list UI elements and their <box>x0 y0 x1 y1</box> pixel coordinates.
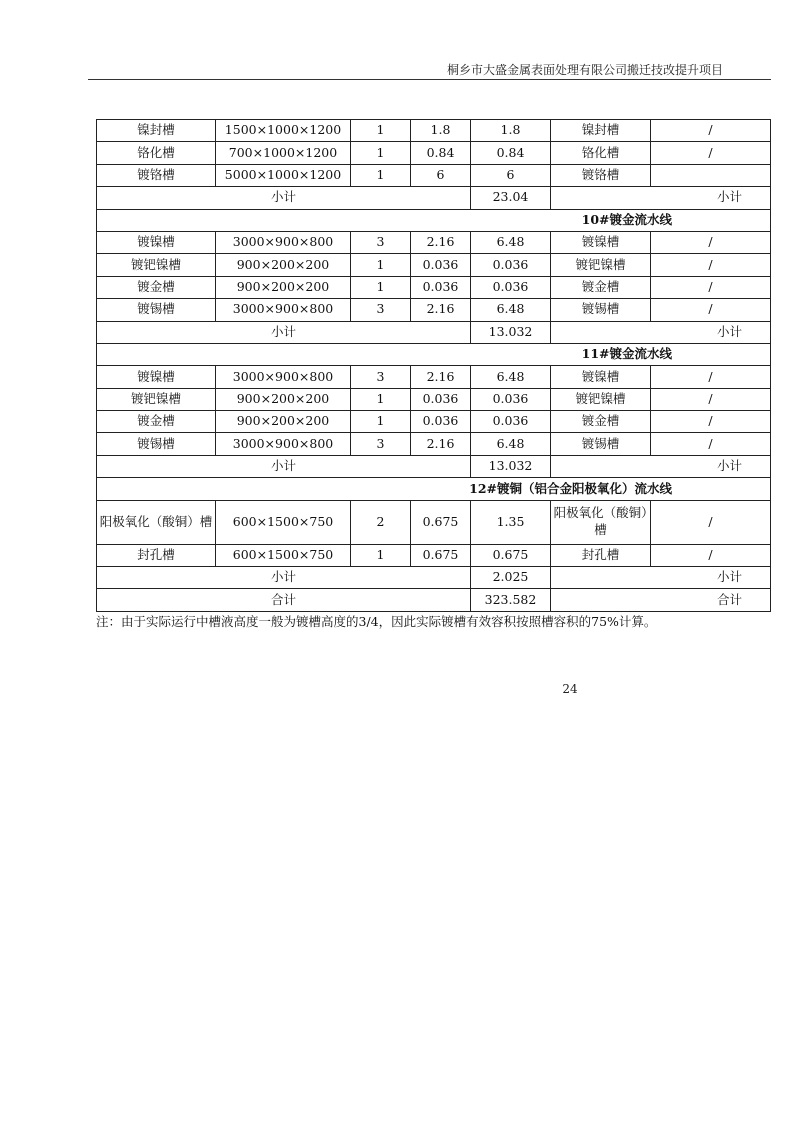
cell-name-2: 镀钯镍槽 <box>551 254 651 276</box>
cell-count: 2 <box>351 500 411 544</box>
section-title-12: 12#镀铜（铝合金阳极氧化）流水线 <box>97 478 771 500</box>
subtotal-value: 13.032 <box>471 321 551 343</box>
cell-total-volume: 0.036 <box>471 388 551 410</box>
cell-size: 3000×900×800 <box>216 231 351 253</box>
cell-remark: / <box>651 254 771 276</box>
cell-name: 镀钯镍槽 <box>97 388 216 410</box>
table-footnote: 注：由于实际运行中槽液高度一般为镀槽高度的3/4，因此实际镀槽有效容积按照槽容积的75%计算。 <box>96 614 657 629</box>
total-label: 合计 <box>97 589 471 611</box>
table-row <box>97 299 771 321</box>
cell-name: 镀锡槽 <box>97 299 216 321</box>
table-row <box>97 366 771 388</box>
cell-name-2: 镀金槽 <box>551 411 651 433</box>
cell-count: 3 <box>351 433 411 455</box>
cell-count: 1 <box>351 276 411 298</box>
cell-total-volume: 6.48 <box>471 433 551 455</box>
total-row <box>97 589 771 611</box>
subtotal-row <box>97 187 771 209</box>
cell-name: 镀镍槽 <box>97 231 216 253</box>
cell-name-2: 镀镍槽 <box>551 366 651 388</box>
table-row <box>97 254 771 276</box>
cell-total-volume: 0.036 <box>471 254 551 276</box>
cell-count: 1 <box>351 411 411 433</box>
subtotal-label: 小计 <box>97 567 471 589</box>
cell-unit-volume: 2.16 <box>411 231 471 253</box>
table-row <box>97 411 771 433</box>
table-row <box>97 120 771 142</box>
page-header-title: 桐乡市大盛金属表面处理有限公司搬迁技改提升项目 <box>446 63 723 77</box>
cell-size: 3000×900×800 <box>216 433 351 455</box>
cell-count: 1 <box>351 544 411 566</box>
section-header-row <box>97 343 771 365</box>
subtotal-label: 小计 <box>97 321 471 343</box>
cell-unit-volume: 2.16 <box>411 299 471 321</box>
cell-remark: / <box>651 500 771 544</box>
cell-unit-volume: 1.8 <box>411 120 471 142</box>
cell-name-2: 镀金槽 <box>551 276 651 298</box>
table-row <box>97 433 771 455</box>
cell-remark: / <box>651 276 771 298</box>
cell-name-2: 铬化槽 <box>551 142 651 164</box>
cell-unit-volume: 0.675 <box>411 500 471 544</box>
cell-remark: / <box>651 366 771 388</box>
cell-unit-volume: 2.16 <box>411 366 471 388</box>
cell-unit-volume: 0.036 <box>411 276 471 298</box>
cell-unit-volume: 0.036 <box>411 411 471 433</box>
section-title-11: 11#镀金流水线 <box>97 343 771 365</box>
cell-size: 900×200×200 <box>216 388 351 410</box>
cell-remark: / <box>651 120 771 142</box>
subtotal-right-label: 小计 <box>551 321 771 343</box>
cell-total-volume: 1.8 <box>471 120 551 142</box>
section-title-10: 10#镀金流水线 <box>97 209 771 231</box>
cell-count: 3 <box>351 231 411 253</box>
cell-name: 铬化槽 <box>97 142 216 164</box>
cell-size: 900×200×200 <box>216 411 351 433</box>
cell-total-volume: 6.48 <box>471 231 551 253</box>
subtotal-right-label: 小计 <box>551 187 771 209</box>
cell-unit-volume: 0.675 <box>411 544 471 566</box>
subtotal-row <box>97 455 771 477</box>
cell-name: 镀金槽 <box>97 276 216 298</box>
cell-total-volume: 1.35 <box>471 500 551 544</box>
cell-total-volume: 6.48 <box>471 366 551 388</box>
cell-name-2: 镀锡槽 <box>551 433 651 455</box>
cell-unit-volume: 0.84 <box>411 142 471 164</box>
cell-name: 封孔槽 <box>97 544 216 566</box>
cell-count: 1 <box>351 388 411 410</box>
subtotal-right-label: 小计 <box>551 455 771 477</box>
cell-total-volume: 0.036 <box>471 276 551 298</box>
cell-count: 1 <box>351 120 411 142</box>
cell-total-volume: 0.675 <box>471 544 551 566</box>
table-row <box>97 276 771 298</box>
cell-name: 镍封槽 <box>97 120 216 142</box>
subtotal-value: 2.025 <box>471 567 551 589</box>
cell-name-2: 阳极氧化（酸铜）槽 <box>551 500 651 544</box>
subtotal-value: 13.032 <box>471 455 551 477</box>
cell-count: 1 <box>351 164 411 186</box>
cell-remark: / <box>651 411 771 433</box>
cell-size: 900×200×200 <box>216 254 351 276</box>
cell-size: 600×1500×750 <box>216 500 351 544</box>
cell-total-volume: 0.036 <box>471 411 551 433</box>
cell-name: 镀锡槽 <box>97 433 216 455</box>
cell-remark: / <box>651 231 771 253</box>
cell-total-volume: 6 <box>471 164 551 186</box>
subtotal-right-label: 小计 <box>551 567 771 589</box>
table-row <box>97 500 771 544</box>
cell-name-2: 镀锡槽 <box>551 299 651 321</box>
cell-count: 3 <box>351 366 411 388</box>
section-header-row <box>97 209 771 231</box>
cell-remark <box>651 164 771 186</box>
subtotal-label: 小计 <box>97 455 471 477</box>
total-value: 323.582 <box>471 589 551 611</box>
subtotal-row <box>97 321 771 343</box>
cell-remark: / <box>651 388 771 410</box>
cell-name-2: 镀铬槽 <box>551 164 651 186</box>
cell-remark: / <box>651 433 771 455</box>
cell-name: 镀镍槽 <box>97 366 216 388</box>
cell-name-2: 镀钯镍槽 <box>551 388 651 410</box>
cell-total-volume: 0.84 <box>471 142 551 164</box>
page-number: 24 <box>562 682 578 696</box>
subtotal-value: 23.04 <box>471 187 551 209</box>
header-divider <box>88 79 771 80</box>
cell-unit-volume: 6 <box>411 164 471 186</box>
cell-unit-volume: 2.16 <box>411 433 471 455</box>
cell-count: 3 <box>351 299 411 321</box>
cell-total-volume: 6.48 <box>471 299 551 321</box>
cell-remark: / <box>651 544 771 566</box>
cell-name: 镀钯镍槽 <box>97 254 216 276</box>
cell-name-2: 镍封槽 <box>551 120 651 142</box>
cell-size: 700×1000×1200 <box>216 142 351 164</box>
cell-name: 阳极氧化（酸铜）槽 <box>97 500 216 544</box>
cell-size: 3000×900×800 <box>216 299 351 321</box>
cell-size: 1500×1000×1200 <box>216 120 351 142</box>
subtotal-row <box>97 567 771 589</box>
cell-size: 900×200×200 <box>216 276 351 298</box>
cell-count: 1 <box>351 142 411 164</box>
cell-size: 5000×1000×1200 <box>216 164 351 186</box>
subtotal-label: 小计 <box>97 187 471 209</box>
table-row <box>97 231 771 253</box>
cell-size: 3000×900×800 <box>216 366 351 388</box>
section-header-row <box>97 478 771 500</box>
table-row <box>97 142 771 164</box>
cell-unit-volume: 0.036 <box>411 388 471 410</box>
cell-name-2: 封孔槽 <box>551 544 651 566</box>
total-right-label: 合计 <box>551 589 771 611</box>
cell-name: 镀金槽 <box>97 411 216 433</box>
cell-remark: / <box>651 299 771 321</box>
table-row <box>97 164 771 186</box>
cell-name: 镀铬槽 <box>97 164 216 186</box>
cell-count: 1 <box>351 254 411 276</box>
cell-name-2: 镀镍槽 <box>551 231 651 253</box>
cell-unit-volume: 0.036 <box>411 254 471 276</box>
tank-volume-table <box>96 119 771 612</box>
table-row <box>97 388 771 410</box>
cell-size: 600×1500×750 <box>216 544 351 566</box>
cell-remark: / <box>651 142 771 164</box>
table-row <box>97 544 771 566</box>
